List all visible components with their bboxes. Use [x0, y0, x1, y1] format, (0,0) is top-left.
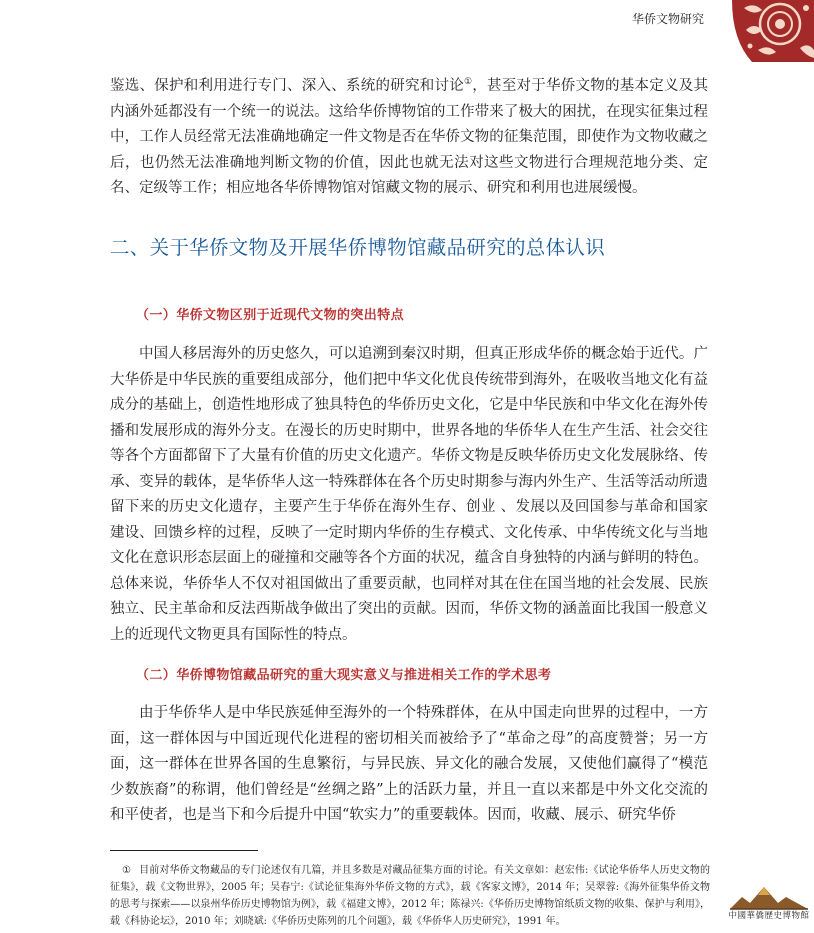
footnote — [110, 862, 710, 930]
subsection-title-2: （二）华侨博物馆藏品研究的重大现实意义与推进相关工作的学术思考 — [136, 668, 552, 683]
footnote-reference[interactable]: ① — [463, 77, 473, 88]
footnote-text: 目前对华侨文物藏品的专门论述仅有几篇，并且多数是对藏品征集方面的讨论。有关文章如：赵宏伟:《试论华侨华人历史文物的征集》，载《文物世界》，2005 年；吴春宁:《试论征集海外华侨文物的方式》，载《客家文博》，2014 年；吴翠蓉:《海外征集华侨文物的思考与探索——以泉州华侨历史博物馆为例》，载《福建文博》，2012 年；陈禄兴:《华侨历史博物馆纸质文物的收集、保护与利用》，载《科协论坛》，2010 年；刘晓斌:《华侨历史陈列的几个问题》，载《华侨华人历史研究》，1991 年。 — [110, 865, 710, 927]
subsection-title-1: （一）华侨文物区别于近现代文物的突出特点 — [136, 308, 405, 323]
body-paragraph-1 — [110, 74, 708, 202]
footnote-divider — [110, 850, 258, 851]
decorative-pattern-icon — [714, 0, 814, 62]
running-header-title: 华侨文物研究 — [631, 12, 704, 26]
section-title: 二、关于华侨文物及开展华侨博物馆藏品研究的总体认识 — [110, 236, 606, 259]
footnote-mark: ① — [122, 865, 132, 876]
museum-logo-icon — [728, 883, 810, 911]
paragraph-1-text-a: 鉴选、保护和利用进行专门、深入、系统的研究和讨论 — [110, 78, 464, 94]
paragraph-1-text-b: ，甚至对于华侨文物的基本定义及其内涵外延都没有一个统一的说法。这给华侨博物馆的工作带来了极大的困扰，在现实征集过程中，工作人员经常无法准确地确定一件文物是否在华侨文物的征集范围，即使作为文物收藏之后，也仍然无法准确地判断文物的价值，因此也就无法对这些文物进行合理规范地分类、定名、定级等工作；相应地各华侨博物馆对馆藏文物的展示、研究和利用也进展缓慢。 — [110, 78, 709, 196]
museum-logo-text: 中國華僑歷史博物館 — [728, 911, 810, 921]
body-paragraph-3: 由于华侨华人是中华民族延伸至海外的一个特殊群体，在从中国走向世界的过程中，一方面，这一群体因与中国近现代化进程的密切相关而被给予了“革命之母”的高度赞誉；另一方面，这一群体在世界各国的生息繁衍，与异民族、异文化的融合发展，又使他们赢得了“模范少数族裔”的称谓，他们曾经是“丝绸之路”上的活跃力量，并且一直以来都是中外文化交流的和平使者，也是当下和今后提升中国“软实力”的重要载体。因而，收藏、展示、研究华侨 — [110, 705, 708, 823]
museum-logo — [728, 883, 810, 929]
body-paragraph-2: 中国人移居海外的历史悠久，可以追溯到秦汉时期，但真正形成华侨的概念始于近代。广大华侨是中华民族的重要组成部分，他们把中华文化优良传统带到海外，在吸收当地文化有益成分的基础上，创造性地形成了独具特色的华侨历史文化，它是中华民族和中华文化在海外传播和发展形成的海外分支。在漫长的历史时期中，世界各地的华侨华人在生产生活、社会交往等各个方面都留下了大量有价值的历史文化遗产。华侨文物是反映华侨历史文化发展脉络、传承、变异的载体，是华侨华人这一特殊群体在各个历史时期参与海内外生产、生活等活动所遗留下来的历史文化遗存，主要产生于华侨在海外生存、创业 、发展以及回国参与革命和国家建设、回馈乡梓的过程，反映了一定时期内华侨的生存模式、文化传承、中华传统文化与当地文化在意识形态层面上的碰撞和交融等各个方面的状况，蕴含自身独特的内涵与鲜明的特色。总体来说，华侨华人不仅对祖国做出了重要贡献，也同样对其在住在国当地的社会发展、民族独立、民主革命和反法西斯战争做出了突出的贡献。因而，华侨文物的涵盖面比我国一般意义上的近现代文物更具有国际性的特点。 — [110, 346, 708, 643]
